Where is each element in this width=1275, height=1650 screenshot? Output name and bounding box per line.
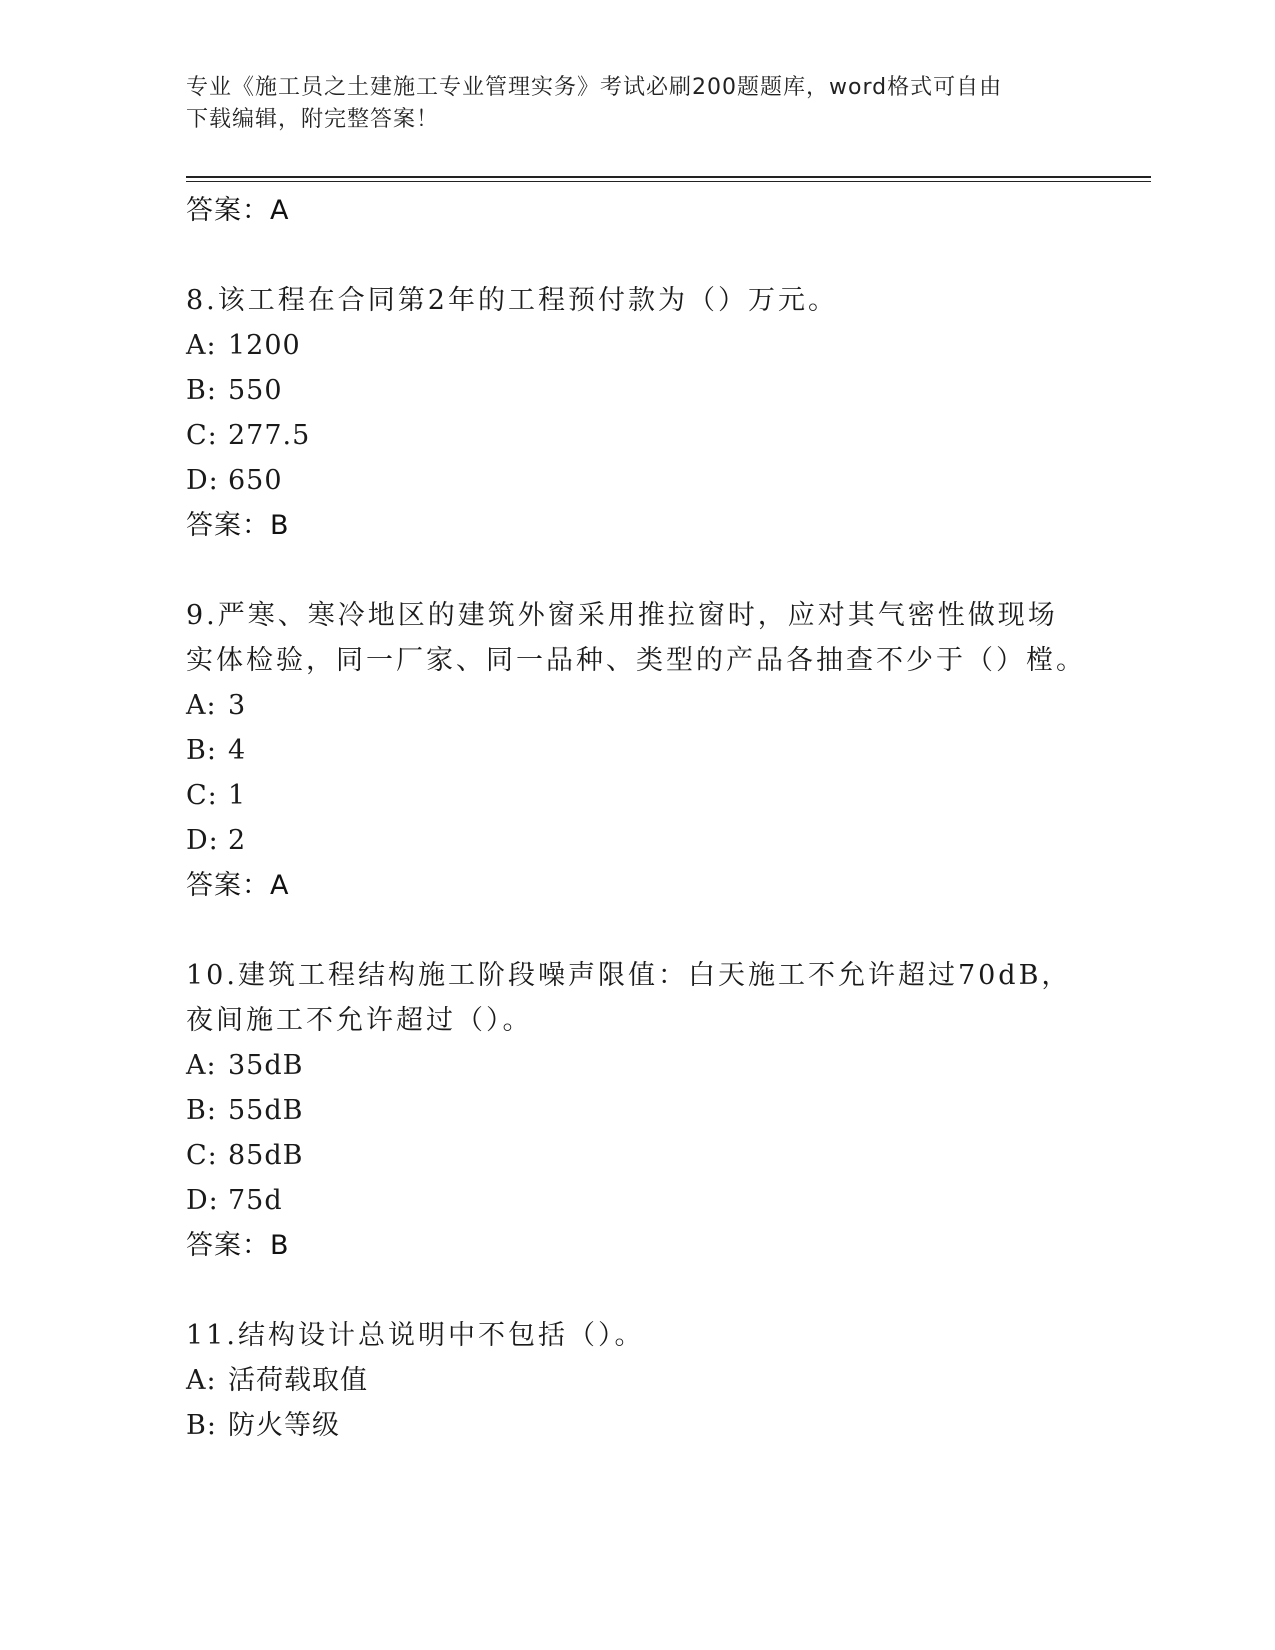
option-text: 277.5 xyxy=(228,420,311,451)
option-letter: A: xyxy=(186,1365,217,1396)
option-text: 35dB xyxy=(228,1050,304,1081)
option-letter: C: xyxy=(186,420,218,451)
option-c xyxy=(186,1133,1086,1178)
option-letter: D: xyxy=(186,825,219,856)
option-text: 防火等级 xyxy=(228,1410,340,1441)
option-a xyxy=(186,683,1086,728)
option-text: 85dB xyxy=(228,1140,304,1171)
spacer xyxy=(186,1268,1086,1313)
option-b xyxy=(186,728,1086,773)
question-stem: 8.该工程在合同第2年的工程预付款为（）万元。 xyxy=(186,285,838,316)
option-c xyxy=(186,773,1086,818)
option-text: 1200 xyxy=(228,330,301,361)
spacer xyxy=(186,908,1086,953)
option-b xyxy=(186,368,1086,413)
option-text: 650 xyxy=(228,465,283,496)
header-line-2: 下载编辑，附完整答案！ xyxy=(186,107,440,132)
question-stem: 10.建筑工程结构施工阶段噪声限值：白天施工不允许超过70dB，夜间施工不允许超过（）。 xyxy=(186,960,1072,1036)
option-letter: B: xyxy=(186,1410,217,1441)
option-letter: A: xyxy=(186,690,217,721)
option-letter: B: xyxy=(186,1095,217,1126)
option-letter: A: xyxy=(186,1050,217,1081)
option-letter: A: xyxy=(186,330,217,361)
question-stem: 11.结构设计总说明中不包括（）。 xyxy=(186,1320,645,1351)
option-a xyxy=(186,1358,1086,1403)
answer-line: 答案：A xyxy=(186,870,290,901)
option-letter: C: xyxy=(186,780,218,811)
option-b xyxy=(186,1088,1086,1133)
option-d xyxy=(186,818,1086,863)
option-text: 55dB xyxy=(228,1095,304,1126)
answer-line: 答案：A xyxy=(186,195,290,226)
header-rule-thin xyxy=(186,181,1151,182)
spacer xyxy=(186,233,1086,278)
option-a xyxy=(186,1043,1086,1088)
question-stem: 9.严寒、寒冷地区的建筑外窗采用推拉窗时，应对其气密性做现场实体检验，同一厂家、同一品种、类型的产品各抽查不少于（）樘。 xyxy=(186,600,1086,676)
option-c xyxy=(186,413,1086,458)
option-d xyxy=(186,458,1086,503)
answer-line: 答案：B xyxy=(186,510,290,541)
option-a xyxy=(186,323,1086,368)
option-text: 3 xyxy=(228,690,247,721)
question-list xyxy=(186,188,1086,1448)
question-block xyxy=(186,953,1086,1268)
option-letter: D: xyxy=(186,1185,219,1216)
header-rule-thick xyxy=(186,176,1151,178)
question-block xyxy=(186,1313,1086,1448)
question-block xyxy=(186,593,1086,908)
header-line-1: 专业《施工员之土建施工专业管理实务》考试必刷200题题库，word格式可自由 xyxy=(186,75,1003,100)
option-letter: C: xyxy=(186,1140,218,1171)
option-text: 1 xyxy=(228,780,247,811)
answer-line: 答案：B xyxy=(186,1230,290,1261)
option-b xyxy=(186,1403,1086,1448)
document-header xyxy=(186,72,1066,136)
option-text: 75d xyxy=(228,1185,283,1216)
option-text: 4 xyxy=(228,735,247,766)
option-text: 2 xyxy=(228,825,247,856)
option-letter: D: xyxy=(186,465,219,496)
question-block xyxy=(186,278,1086,548)
option-letter: B: xyxy=(186,375,217,406)
option-letter: B: xyxy=(186,735,217,766)
option-d xyxy=(186,1178,1086,1223)
option-text: 活荷载取值 xyxy=(228,1365,368,1396)
spacer xyxy=(186,548,1086,593)
option-text: 550 xyxy=(228,375,283,406)
